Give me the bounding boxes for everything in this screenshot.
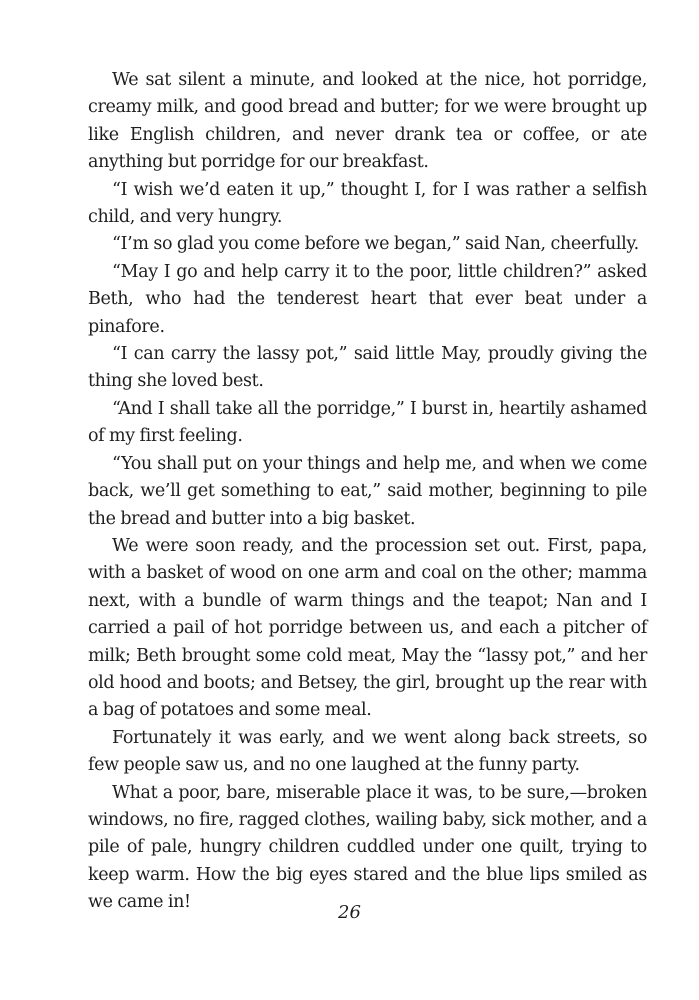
- paragraph: “May I go and help carry it to the poor, little children?” asked Beth, who had the tenderest heart that ever beat under a pinafore.: [88, 261, 647, 337]
- paragraph: We were soon ready, and the procession set out. First, papa, with a basket of wood on one arm and coal on the other; mamma next, with a bundle of warm things and the teapot; Nan and I carried a pail of hot porridge between us, and each a pitcher of milk; Beth brought some cold meat, May the “lassy pot,” and her old hood and boots; and Betsey, the girl, brought up the rear with a bag of potatoes and some meal.: [88, 535, 647, 721]
- page-number: 26: [338, 902, 361, 923]
- paragraph: Fortunately it was early, and we went along back streets, so few people saw us, and no one laughed at the funny party.: [88, 727, 647, 776]
- body-text: [88, 67, 647, 917]
- paragraph: “I can carry the lassy pot,” said little May, proudly giving the thing she loved best.: [88, 344, 647, 392]
- paragraph: “You shall put on your things and help me, and when we come back, we’ll get something to eat,” said mother, beginning to pile the bread and butter into a big basket.: [88, 453, 647, 529]
- paragraph: We sat silent a minute, and looked at the nice, hot porridge, creamy milk, and good bread and butter; for we were brought up like English children, and never drank tea or coffee, or ate anything but porridge for our breakfast.: [88, 70, 647, 173]
- paragraph: “I wish we’d eaten it up,” thought I, for I was rather a selfish child, and very hungry.: [88, 179, 647, 228]
- paragraph: What a poor, bare, miserable place it was, to be sure,—broken windows, no fire, ragged clothes, wailing baby, sick mother, and a pile of pale, hungry children cuddled under one quilt, trying to keep warm. How the big eyes stared and the blue lips smiled as we came in!: [88, 782, 647, 913]
- paragraph: “I’m so glad you come before we began,” said Nan, cheerfully.: [112, 234, 639, 255]
- paragraph: “And I shall take all the porridge,” I burst in, heartily ashamed of my first feeling.: [88, 398, 647, 447]
